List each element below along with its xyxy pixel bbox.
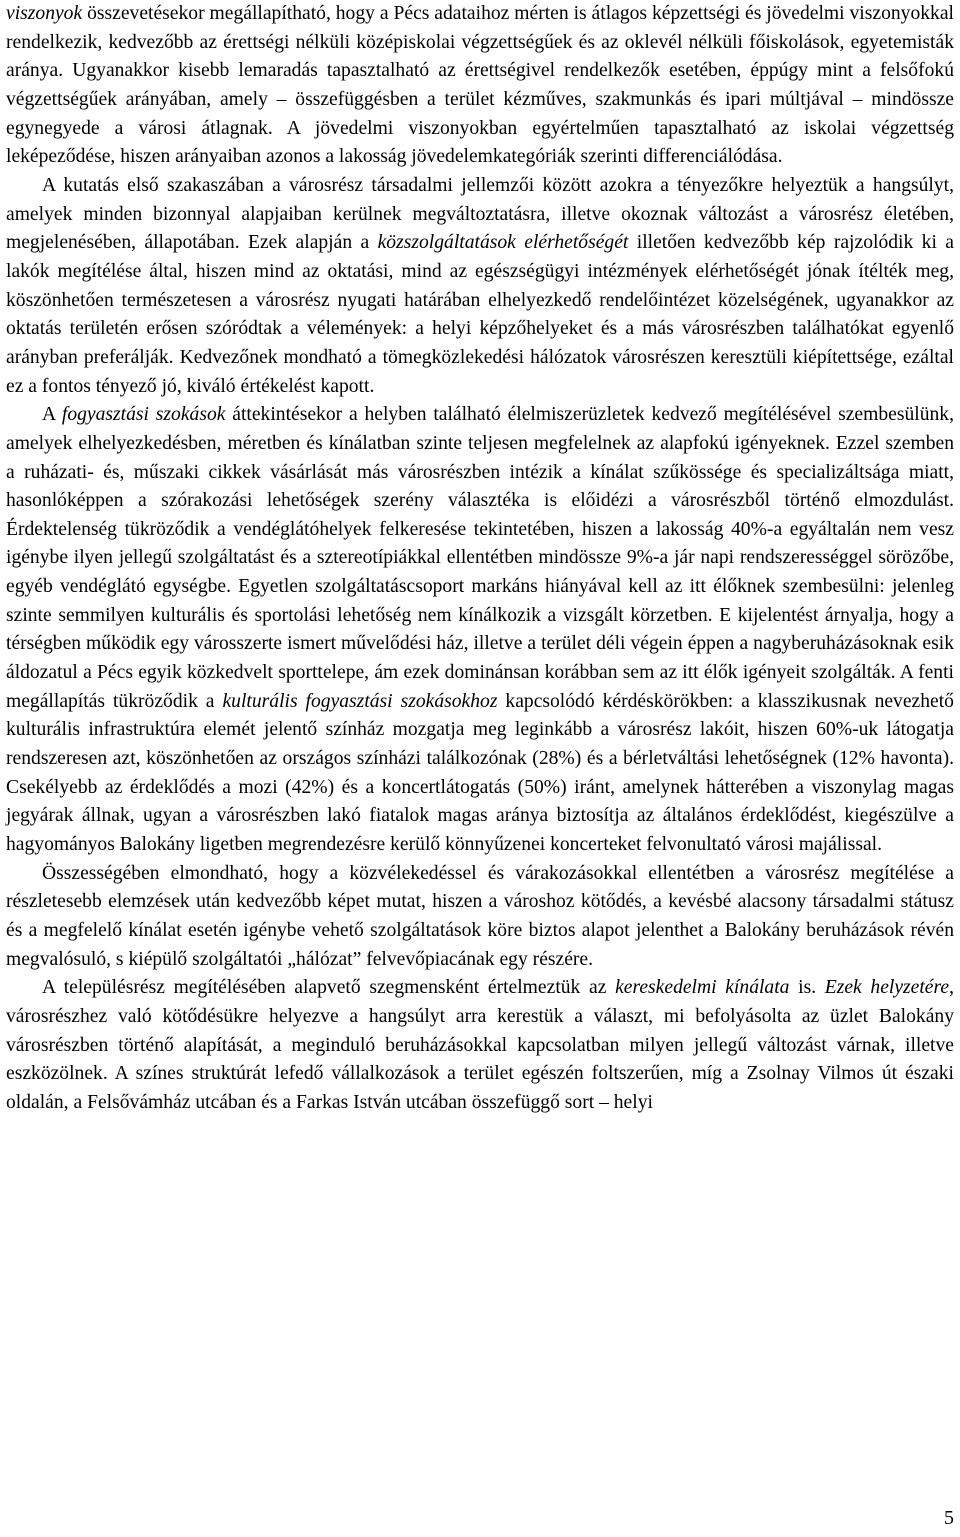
paragraph [6, 974, 954, 1117]
paragraph [6, 172, 954, 401]
text-run: A településrész megítélésében alapvető szegmensként értelmeztük az [42, 977, 616, 999]
text-run: , városrészhez való kötődésükre helyezve a hangsúlyt arra kerestük a választ, mi befolyásolta az üzlet Balokány városrészben történő alapítását, a meginduló beruházásokkal kapcsolatban milyen jellegű változást várnak, illetve eszközölnek. A színes struktúrát lefedő vállalkozások a terület egészén foltszerűen, míg a Zsolnay Vilmos út északi oldalán, a Felsővámház utcában és a Farkas István utcában összefüggő sort – helyi [6, 977, 955, 1113]
italic-text-run: Ezek helyzetére [824, 977, 950, 999]
italic-text-run: fogyasztási szokások [61, 404, 226, 426]
text-run: A [42, 404, 62, 426]
paragraph [6, 401, 954, 860]
text-run: is. [789, 977, 825, 999]
text-run: összevetésekor megállapítható, hogy a Pécs adataihoz mérten is átlagos képzettségi és jövedelmi viszonyokkal rendelkezik, kedvezőbb az érettségi nélküli középiskolai végzettségűek és az oklevél nélküli főiskolások, egyetemisták aránya. Ugyanakkor kisebb lemaradás tapasztalható az érettségivel rendelkezők esetében, éppúgy mint a felsőfokú végzettségűek arányában, amely – összefüggésben a terület kézműves, szakmunkás és ipari múltjával – mindössze egynegyede a városi átlagnak. A jövedelmi viszonyokban egyértelműen tapasztalható az iskolai végzettség leképeződése, hiszen arányaiban azonos a lakosság jövedelemkategóriák szerinti differenciálódása. [6, 3, 954, 168]
text-run: illetően kedvezőbb kép rajzolódik ki a lakók megítélése által, hiszen mind az oktatási, mind az egészségügyi intézmények elérhetőségét jónak ítélték meg, köszönhetően természetesen a városrész nyugati határában elhelyezkedő rendelőintézet közelségének, ugyanakkor az oktatás területén erősen szóródtak a vélemények: a helyi képzőhelyeket és a más városrészben találhatókat egyenlő arányban preferálják. Kedvezőnek mondható a tömegközlekedési hálózatok városrészen keresztüli kiépítettsége, ezáltal ez a fontos tényező jó, kiváló értékelést kapott. [6, 232, 954, 397]
text-run: A kutatás első szakaszában a városrész társadalmi jellemzői között azokra a tényezőkre helyeztük a hangsúlyt, amelyek minden bizonnyal alapjaiban kerülnek megváltoztatásra, illetve okoznak változást a városrész életében, megjelenésében, állapotában. Ezek alapján a [6, 174, 954, 254]
italic-text-run: kulturális fogyasztási szokásokhoz [222, 690, 498, 712]
document-body [6, 0, 954, 1118]
italic-text-run: kereskedelmi kínálata [615, 977, 790, 999]
text-run: Összességében elmondható, hogy a közvélekedéssel és várakozásokkal ellentétben a városrész megítélése a részletesebb elemzések után kedvezőbb képet mutat, hiszen a városhoz kötődés, a kevésbé alacsony társadalmi státusz és a megfelelő kínálat esetén igénybe vehető szolgáltatások köre biztos alapot jelenthet a Balokány beruházások révén megvalósuló, s kiépülő szolgáltatói „hálózat” felvevőpiacának egy részére. [6, 862, 954, 970]
paragraph [6, 0, 954, 172]
italic-text-run: viszonyok [6, 3, 83, 24]
text-run: áttekintésekor a helyben található élelmiszerüzletek kedvező megítélésével szembesülünk, amelyek elhelyezkedésben, méretben és kínálatban szinte teljesen megfelelnek az alapfokú igényeknek. Ezzel szemben a ruházati- és, műszaki cikkek vásárlását más városrészben intézik a kínálat szűkössége és specializáltsága miatt, hasonlóképpen a szórakozási lehetőségek szerény választéka is előidézi a városrészből történő elmozdulást. Érdektelenség tükröződik a vendéglátóhelyek felkeresése tekintetében, hiszen a lakosság 40%-a egyáltalán nem vesz igénybe ilyen jellegű szolgáltatást és a sztereotípiákkal ellentétben mindössze 9%-a jár napi rendszerességgel sörözőbe, egyéb vendéglátó egységbe. Egyetlen szolgáltatáscsoport markáns hiányával kell az itt élőknek szembesülni: jelenleg szinte semmilyen kulturális és sportolási lehetőség nem kínálkozik a vizsgált körzetben. E kijelentést árnyalja, hogy a térségben működik egy városszerte ismert művelődési ház, illetve a terület déli végein éppen a nagyberuházásoknak esik áldozatul a Pécs egyik közkedvelt sporttelepe, ám ezek dominánsan korábban sem az itt élők igényeit szolgálták. A fenti megállapítás tükröződik a [6, 404, 955, 712]
text-run: kapcsolódó kérdéskörökben: a klasszikusnak nevezhető kulturális infrastruktúra elemét jelentő színház mozgatja meg leginkább a városrész lakóit, hiszen 60%-uk látogatja rendszeresen azt, köszönhetően az országos színházi találkozónak (28%) és a bérletváltási lehetőségnek (12% havonta). Csekélyebb az érdeklődés a mozi (42%) és a koncertlátogatás (50%) iránt, amelynek hátterében a viszonylag magas jegyárak állnak, ugyan a városrészben lakó fiatalok magas aránya biztosítja az általános érdeklődést, kiegészülve a hagyományos Balokány ligetben megrendezésre kerülő könnyűzenei koncerteket felvonultató városi majálissal. [6, 690, 954, 856]
page-number: 5 [944, 1507, 954, 1529]
document-page [6, 0, 954, 1118]
italic-text-run: közszolgáltatások elérhetőségét [377, 232, 629, 254]
paragraph [6, 860, 954, 975]
